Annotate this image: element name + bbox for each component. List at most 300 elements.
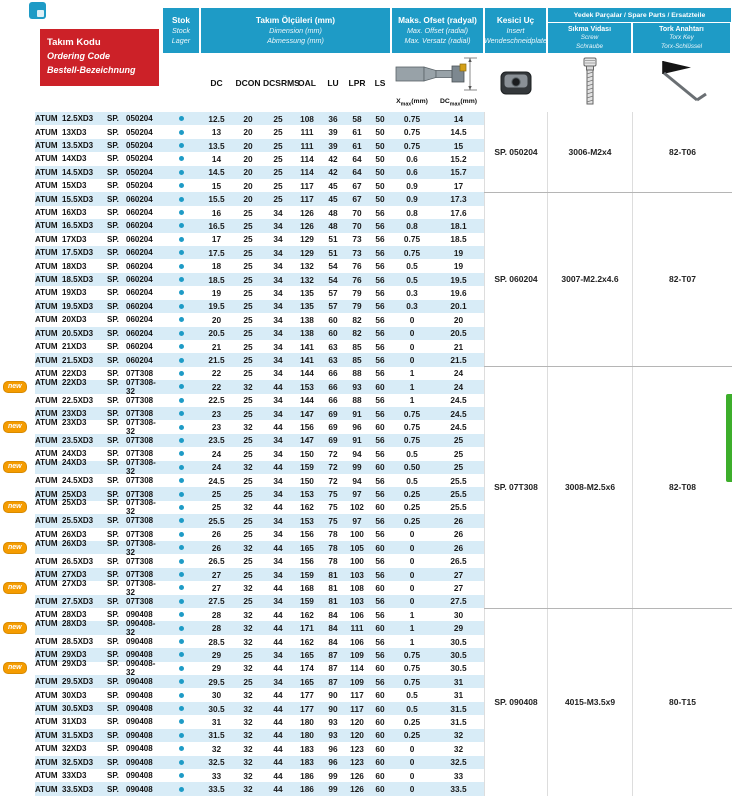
table-row (0, 192, 484, 205)
cell-xmax: 0.25 (403, 730, 421, 741)
cell-xmax: 0.75 (403, 676, 421, 687)
table-row (0, 769, 484, 782)
screw-label-tr: Sıkma Vidası (567, 26, 612, 34)
tool-code (35, 704, 162, 713)
cell-ls: 60 (375, 743, 385, 754)
cell-ls: 60 (375, 582, 385, 593)
cell-ls: 56 (375, 368, 385, 379)
dimension-subheaders (200, 53, 391, 112)
size-label: 18XD3 (62, 261, 87, 271)
sp-code-label: 07T308-32 (126, 377, 156, 396)
brand-label: ATUM (35, 377, 58, 387)
tool-code (35, 619, 162, 637)
cell-dcmax: 25.5 (450, 502, 467, 513)
cell-lpr: 82 (352, 328, 362, 339)
cell-oal: 165 (300, 676, 314, 687)
stock-cell (162, 492, 200, 497)
cell-oal: 156 (300, 556, 314, 567)
table-row (0, 715, 484, 728)
stock-cell (162, 116, 200, 121)
ordering-code-area (0, 0, 162, 112)
cell-xmax: 0.25 (403, 716, 421, 727)
tool-code (35, 458, 162, 476)
stock-dot-icon (179, 237, 184, 242)
cell-dcsrms: 44 (273, 422, 283, 433)
cell-oal: 174 (300, 663, 314, 674)
cell-lpr: 97 (352, 489, 362, 500)
cell-lpr: 58 (352, 113, 362, 124)
cell-lpr: 76 (352, 274, 362, 285)
size-label: 13XD3 (62, 127, 87, 137)
brand-label: ATUM (35, 717, 58, 727)
cell-xmax: 0 (409, 542, 415, 553)
table-row (0, 327, 484, 340)
stock-cell (162, 277, 200, 282)
cell-oal: 168 (300, 582, 314, 593)
stock-cell (162, 787, 200, 792)
cell-ls: 60 (375, 770, 385, 781)
size-label: 14.5XD3 (62, 167, 94, 177)
stock-dot-icon (179, 585, 184, 590)
cell-xmax: 0.75 (403, 435, 421, 446)
brand-label: ATUM (35, 771, 58, 781)
cell-dc: 21.5 (208, 355, 225, 366)
cell-ls: 50 (375, 180, 385, 191)
cell-lpr: 88 (352, 395, 362, 406)
data-rows (0, 112, 484, 796)
size-label: 27XD3 (62, 570, 87, 580)
cell-xmax: 0.75 (403, 422, 421, 433)
size-label: 28XD3 (62, 619, 87, 629)
new-badge-cell (0, 622, 35, 634)
insert-label-en: Insert (506, 26, 525, 36)
new-badge-cell (0, 582, 35, 594)
stock-cell (162, 197, 200, 202)
dimensions-column-header (200, 0, 391, 112)
cell-dc: 33.5 (208, 784, 225, 795)
size-label: 15XD3 (62, 181, 87, 191)
sp-code-label: 050204 (126, 141, 153, 151)
table-row (0, 538, 484, 557)
cell-dcsrms: 34 (273, 301, 283, 312)
size-label: 24XD3 (62, 458, 87, 468)
cell-oal: 144 (300, 395, 314, 406)
tool-code (35, 691, 162, 700)
brand-label: ATUM (35, 435, 58, 445)
table-row (0, 418, 484, 437)
stock-cell (162, 304, 200, 309)
cell-xmax: 0.8 (406, 220, 418, 231)
cell-dc: 28 (211, 609, 222, 620)
tool-code (35, 771, 162, 780)
cell-xmax: 0.25 (403, 502, 421, 513)
cell-lu: 87 (328, 676, 338, 687)
cell-lpr: 91 (352, 408, 362, 419)
corner-tab-icon (29, 2, 46, 19)
cell-dcmax: 30.5 (450, 636, 467, 647)
table-row (0, 286, 484, 299)
stock-dot-icon (179, 572, 184, 577)
stock-label-en: Stock (172, 26, 190, 36)
cell-xmax: 0.25 (403, 515, 421, 526)
dimensions-label-de: Abmessung (mm) (267, 36, 324, 46)
sp-code-label: 050204 (126, 154, 153, 164)
cell-xmax: 0 (409, 743, 415, 754)
cell-lu: 36 (328, 113, 338, 124)
cell-xmax: 0.75 (403, 234, 421, 245)
cell-ls: 56 (375, 435, 385, 446)
stock-dot-icon (179, 612, 184, 617)
stock-dot-icon (179, 478, 184, 483)
table-row (0, 300, 484, 313)
brand-label: ATUM (35, 476, 58, 486)
cell-lpr: 96 (352, 422, 362, 433)
brand-label: ATUM (35, 784, 58, 794)
cell-lu: 54 (328, 261, 338, 272)
cell-xmax: 0.25 (403, 489, 421, 500)
brand-label: ATUM (35, 704, 58, 714)
sp-prefix-label: SP. (107, 418, 119, 428)
insert-code: SP. 050204 (484, 112, 547, 192)
stock-dot-icon (179, 719, 184, 724)
cell-dc: 17.5 (208, 247, 225, 258)
cell-dcmax: 17.3 (450, 194, 467, 205)
cell-xmax: 0.6 (406, 153, 418, 164)
cell-dcmax: 18.5 (450, 234, 467, 245)
size-label: 25XD3 (62, 498, 87, 508)
sp-code-label: 07T308 (126, 409, 154, 419)
brand-label: ATUM (35, 114, 58, 124)
cell-dcon: 25 (243, 341, 253, 352)
cell-xmax: 1 (409, 395, 415, 406)
cell-dcsrms: 44 (273, 462, 283, 473)
stock-dot-icon (179, 666, 184, 671)
new-badge: new (3, 662, 27, 674)
screw-column-header (548, 23, 631, 53)
sp-prefix-label: SP. (107, 476, 119, 486)
cell-oal: 114 (300, 167, 314, 178)
tool-code (35, 570, 162, 579)
sp-prefix-label: SP. (107, 221, 119, 231)
cell-dcmax: 14 (453, 113, 464, 124)
cell-dc: 29 (211, 663, 222, 674)
cell-lu: 69 (328, 422, 338, 433)
sp-code-label: 060204 (126, 275, 153, 285)
sp-prefix-label: SP. (107, 181, 119, 191)
stock-dot-icon (179, 746, 184, 751)
brand-label: ATUM (35, 498, 58, 508)
cell-dcsrms: 34 (273, 435, 283, 446)
cell-dc: 31.5 (208, 730, 225, 741)
cell-dcsrms: 25 (273, 140, 283, 151)
size-label: 22.5XD3 (62, 395, 94, 405)
cell-oal: 183 (300, 757, 314, 768)
col-header-oal: OAL (298, 77, 316, 88)
cell-ls: 56 (375, 609, 385, 620)
cell-dcsrms: 44 (273, 703, 283, 714)
tool-code (35, 369, 162, 378)
stock-dot-icon (179, 358, 184, 363)
size-label: 25XD3 (62, 489, 87, 499)
sp-prefix-label: SP. (107, 368, 119, 378)
insert-label-de: Wendeschneidplate (484, 36, 548, 46)
cell-lu: 78 (328, 529, 338, 540)
brand-label: ATUM (35, 261, 58, 271)
cell-lpr: 82 (352, 314, 362, 325)
insert-code: SP. 07T308 (484, 367, 547, 608)
sp-code-label: 07T308 (126, 449, 154, 459)
cell-dcon: 32 (243, 636, 253, 647)
cell-dcsrms: 44 (273, 716, 283, 727)
cell-dcmax: 24 (453, 368, 464, 379)
cell-dcon: 25 (243, 368, 253, 379)
cell-xmax: 0.75 (403, 140, 421, 151)
size-label: 26.5XD3 (62, 556, 94, 566)
cell-dcmax: 20.1 (450, 301, 467, 312)
table-row (0, 729, 484, 742)
torx-label-tr: Tork Anahtarı (659, 26, 704, 34)
cell-dc: 22 (211, 381, 222, 392)
cell-dcon: 32 (243, 757, 253, 768)
sp-prefix-label: SP. (107, 301, 119, 311)
tool-code (35, 650, 162, 659)
table-row (0, 112, 484, 125)
cell-ls: 56 (375, 649, 385, 660)
tool-code (35, 221, 162, 230)
stock-dot-icon (179, 465, 184, 470)
cell-dcmax: 24.5 (450, 395, 467, 406)
cell-ls: 56 (375, 556, 385, 567)
stock-cell (162, 156, 200, 161)
cell-xmax: 0 (409, 314, 415, 325)
table-row (0, 179, 484, 192)
tool-code (35, 315, 162, 324)
cell-lu: 72 (328, 462, 338, 473)
cell-lu: 51 (328, 234, 338, 245)
cell-dcmax: 19 (453, 261, 464, 272)
cell-ls: 50 (375, 194, 385, 205)
sp-prefix-label: SP. (107, 730, 119, 740)
cell-dcmax: 21 (453, 341, 464, 352)
cell-dcon: 20 (243, 140, 253, 151)
sp-code-label: 060204 (126, 208, 153, 218)
size-label: 29XD3 (62, 659, 87, 669)
col-header-dcmax: $DC_{max}(mm)$ (439, 98, 478, 108)
cell-xmax: 0.9 (406, 194, 418, 205)
screw-label-de: Schraube (576, 42, 603, 50)
cell-oal: 177 (300, 690, 314, 701)
stock-cell (162, 264, 200, 269)
sp-code-label: 07T308 (126, 435, 154, 445)
cell-dc: 30 (211, 690, 222, 701)
cell-dcsrms: 34 (273, 489, 283, 500)
cell-dc: 17 (211, 234, 222, 245)
torx-column-header (633, 23, 730, 53)
sp-prefix-label: SP. (107, 757, 119, 767)
cell-dcsrms: 34 (273, 328, 283, 339)
brand-label: ATUM (35, 328, 58, 338)
size-label: 26XD3 (62, 538, 87, 548)
cell-dc: 13.5 (208, 140, 225, 151)
size-label: 31.5XD3 (62, 730, 94, 740)
cell-dcmax: 27.5 (450, 596, 467, 607)
tool-code (35, 128, 162, 137)
tool-code (35, 490, 162, 499)
spare-parts-bar: Yedek Parçalar / Spare Parts / Ersatzteile (548, 8, 731, 22)
insert-code: SP. 060204 (484, 193, 547, 366)
torx-label-de: Torx-Schlüssel (660, 42, 703, 50)
stock-dot-icon (179, 290, 184, 295)
cell-dcmax: 31.5 (450, 703, 467, 714)
stock-cell (162, 317, 200, 322)
cell-dcmax: 32 (453, 730, 464, 741)
tool-code (35, 248, 162, 257)
cell-dcon: 25 (243, 408, 253, 419)
cell-lpr: 123 (350, 743, 364, 754)
tool-code (35, 579, 162, 597)
tool-code (35, 235, 162, 244)
sp-code-label: 090408 (126, 610, 153, 620)
cell-dcon: 25 (243, 475, 253, 486)
cell-dc: 20.5 (208, 328, 225, 339)
sp-prefix-label: SP. (107, 328, 119, 338)
cell-dcon: 20 (243, 127, 253, 138)
cell-xmax: 0 (409, 556, 415, 567)
new-badge-cell (0, 662, 35, 674)
cell-lu: 81 (328, 582, 338, 593)
cell-ls: 56 (375, 569, 385, 580)
cell-lu: 45 (328, 180, 338, 191)
cell-xmax: 0.5 (406, 475, 418, 486)
cell-dcon: 32 (243, 730, 253, 741)
cell-ls: 60 (375, 730, 385, 741)
cell-xmax: 0 (409, 596, 415, 607)
cell-xmax: 1 (409, 623, 415, 634)
sp-code-label: 060204 (126, 221, 153, 231)
size-label: 21.5XD3 (62, 355, 94, 365)
cell-dc: 19 (211, 287, 222, 298)
cell-xmax: 0.5 (406, 274, 418, 285)
size-label: 16XD3 (62, 208, 87, 218)
size-label: 27.5XD3 (62, 596, 94, 606)
cell-dcsrms: 34 (273, 395, 283, 406)
sp-code-label: 07T308-32 (126, 578, 156, 597)
cell-lu: 99 (328, 784, 338, 795)
sp-code-label: 07T308-32 (126, 538, 156, 557)
sp-prefix-label: SP. (107, 114, 119, 124)
sp-code-label: 050204 (126, 181, 153, 191)
cell-dcsrms: 44 (273, 690, 283, 701)
cell-dcon: 25 (243, 261, 253, 272)
stock-dot-icon (179, 760, 184, 765)
cell-dc: 23 (211, 422, 222, 433)
cell-lu: 48 (328, 220, 338, 231)
brand-label: ATUM (35, 650, 58, 660)
cell-ls: 60 (375, 502, 385, 513)
size-label: 14XD3 (62, 154, 87, 164)
cell-dc: 29 (211, 649, 222, 660)
cell-oal: 153 (300, 489, 314, 500)
cell-dcmax: 32.5 (450, 757, 467, 768)
table-row (0, 635, 484, 648)
stock-cell (162, 679, 200, 684)
cell-lu: 45 (328, 194, 338, 205)
cell-lpr: 126 (350, 770, 364, 781)
cell-xmax: 0.8 (406, 207, 418, 218)
stock-dot-icon (179, 787, 184, 792)
tool-code (35, 342, 162, 351)
cell-lu: 42 (328, 153, 338, 164)
cell-dcon: 32 (243, 381, 253, 392)
size-label: 32.5XD3 (62, 757, 94, 767)
cell-xmax: 0.5 (406, 703, 418, 714)
cell-dcsrms: 44 (273, 502, 283, 513)
insert-code: SP. 090408 (484, 609, 547, 797)
brand-label: ATUM (35, 596, 58, 606)
cell-dc: 26.5 (208, 556, 225, 567)
brand-label: ATUM (35, 458, 58, 468)
brand-label: ATUM (35, 757, 58, 767)
sp-code-label: 07T308 (126, 476, 154, 486)
stock-label-de: Lager (171, 36, 191, 46)
cell-dcsrms: 34 (273, 529, 283, 540)
table-row (0, 782, 484, 795)
tool-code (35, 275, 162, 284)
cell-oal: 144 (300, 368, 314, 379)
offset-label-en: Max. Offset (radial) (406, 26, 469, 36)
cell-dcon: 32 (243, 542, 253, 553)
cell-ls: 56 (375, 220, 385, 231)
cell-dcon: 32 (243, 582, 253, 593)
cell-xmax: 0.9 (406, 180, 418, 191)
cell-dc: 20 (211, 314, 222, 325)
size-label: 20.5XD3 (62, 328, 94, 338)
cell-dcsrms: 34 (273, 556, 283, 567)
cell-ls: 60 (375, 716, 385, 727)
sp-code-label: 090408 (126, 757, 153, 767)
stock-dot-icon (179, 679, 184, 684)
stock-cell (162, 652, 200, 657)
sp-prefix-label: SP. (107, 637, 119, 647)
sp-code-label: 090408 (126, 637, 153, 647)
sp-prefix-label: SP. (107, 154, 119, 164)
sp-code-label: 060204 (126, 342, 153, 352)
cell-oal: 147 (300, 435, 314, 446)
sp-prefix-label: SP. (107, 315, 119, 325)
brand-label: ATUM (35, 409, 58, 419)
cell-dc: 24 (211, 448, 222, 459)
screw-code: 3007-M2.2x4.6 (547, 193, 632, 366)
stock-dot-icon (179, 492, 184, 497)
cell-dcsrms: 34 (273, 314, 283, 325)
table-row (0, 458, 484, 477)
tool-code (35, 659, 162, 677)
torx-key-code: 80-T15 (632, 609, 732, 797)
cell-ls: 56 (375, 529, 385, 540)
stock-cell (162, 344, 200, 349)
brand-label: ATUM (35, 395, 58, 405)
brand-label: ATUM (35, 637, 58, 647)
cell-dcsrms: 34 (273, 261, 283, 272)
tool-code (35, 717, 162, 726)
cell-ls: 56 (375, 475, 385, 486)
cell-dcmax: 25 (453, 462, 464, 473)
cell-lu: 63 (328, 341, 338, 352)
cell-dcsrms: 44 (273, 784, 283, 795)
size-label: 29XD3 (62, 650, 87, 660)
size-label: 25.5XD3 (62, 516, 94, 526)
cell-dc: 26 (211, 542, 222, 553)
